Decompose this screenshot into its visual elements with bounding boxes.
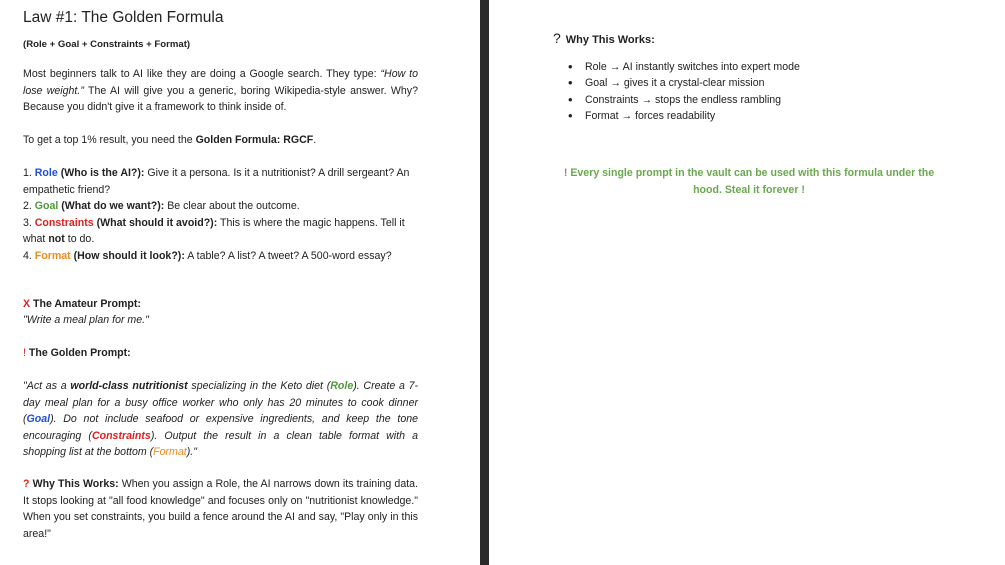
- step-emphasis: not: [48, 233, 65, 245]
- steps-list: [23, 165, 418, 264]
- amateur-quote: "Write a meal plan for me.": [23, 314, 149, 326]
- step-number: 2.: [23, 200, 35, 212]
- vault-note: ! Every single prompt in the vault can be used with this formula under the hood. Steal it forever !: [563, 167, 935, 196]
- golden-quote-part: ).": [186, 446, 197, 458]
- intro-text: Most beginners talk to AI like they are doing a Google search. They type:: [23, 68, 381, 80]
- why-heading: [553, 30, 655, 46]
- formula-text: To get a top 1% result, you need the: [23, 134, 196, 146]
- step-question: (How should it look?):: [70, 249, 185, 262]
- amateur-heading: [23, 296, 418, 313]
- why-heading-text: Why This Works:: [565, 34, 655, 46]
- intro-rest: The AI will give you a generic, boring Wikipedia-style answer. Why? Because you didn't give it a framework to think inside of.: [23, 84, 418, 113]
- page-subtitle: (Role + Goal + Constraints + Format): [23, 39, 191, 50]
- left-page: [0, 0, 480, 565]
- step-number: 4.: [23, 249, 35, 262]
- step-text: This is where the magic happens. Tell it what: [23, 216, 405, 245]
- golden-quote-part: ). Do not include seafood or expensive ingredients, and keep the tone encouraging (: [23, 413, 418, 442]
- why-paragraph: [23, 476, 418, 542]
- list-item: • Role → AI instantly switches into expert mode: [568, 59, 800, 75]
- step-role: [23, 165, 418, 198]
- golden-heading-text: The Golden Prompt:: [25, 347, 131, 359]
- intro-paragraph: [23, 66, 418, 116]
- golden-heading: [23, 345, 418, 362]
- formula-end: .: [313, 134, 317, 146]
- page-divider: [480, 0, 489, 565]
- golden-quote-part: ). Output the result in a clean table format with a shopping list at the bottom (: [23, 429, 418, 458]
- golden-quote: [23, 378, 418, 461]
- exclamation-icon: !: [23, 347, 26, 359]
- golden-quote-part: ). Create a 7-day meal plan for a busy office worker who only has 20 minutes to cook dinner (: [23, 380, 419, 425]
- step-number: 3.: [23, 216, 35, 229]
- x-mark-icon: X: [23, 298, 31, 310]
- step-number: 1.: [23, 167, 35, 179]
- step-text-end: to do.: [64, 233, 95, 245]
- step-text: Give it a persona. Is it a nutritionist? A drill sergeant? An empathetic friend?: [23, 167, 410, 196]
- step-goal: [23, 198, 418, 215]
- why-heading-text: Why This Works:: [29, 478, 119, 490]
- formula-name: Golden Formula: RGCF: [195, 134, 314, 146]
- golden-constraints-tag: Constraints: [91, 429, 151, 442]
- golden-format-tag: Format: [153, 446, 187, 458]
- step-question: (Who is the AI?):: [57, 167, 145, 179]
- step-keyword: Format: [34, 249, 71, 262]
- golden-quote-bold: world-class nutritionist: [70, 380, 188, 392]
- step-keyword: Constraints: [34, 216, 94, 229]
- intro-quote: “How to lose weight.”: [23, 68, 418, 97]
- step-text: Be clear about the outcome.: [164, 200, 300, 212]
- golden-goal-tag: Goal: [26, 413, 51, 425]
- step-keyword: Role: [34, 167, 58, 179]
- step-question: (What do we want?):: [58, 200, 165, 212]
- step-text: A table? A list? A tweet? A 500-word essay?: [184, 249, 392, 262]
- page-title: Law #1: The Golden Formula: [23, 9, 224, 26]
- formula-paragraph: [23, 132, 418, 149]
- step-format: [23, 248, 418, 265]
- why-bullet-list: [568, 59, 800, 124]
- step-keyword: Goal: [34, 200, 59, 212]
- step-constraints: [23, 215, 418, 248]
- list-item: • Format → forces readability: [568, 108, 800, 124]
- list-item: • Goal → gives it a crystal-clear mission: [568, 75, 800, 91]
- golden-quote-part: "Act as a: [23, 380, 71, 392]
- golden-quote-part: specializing in the Keto diet (: [187, 380, 331, 392]
- golden-role-tag: Role: [330, 380, 354, 392]
- question-mark-icon: ?: [553, 30, 561, 46]
- why-text: When you assign a Role, the AI narrows down its training data. It stops looking at "all food knowledge" and focuses only on "nutritionist knowledge." When you set constraints, you build a fence around the AI and say, "Play only in this area!": [23, 478, 418, 540]
- right-page: [489, 0, 1005, 565]
- list-item: • Constraints → stops the endless rambling: [568, 92, 800, 108]
- amateur-heading-text: The Amateur Prompt:: [30, 298, 141, 310]
- step-question: (What should it avoid?):: [93, 216, 218, 229]
- question-mark-icon: ?: [23, 478, 30, 490]
